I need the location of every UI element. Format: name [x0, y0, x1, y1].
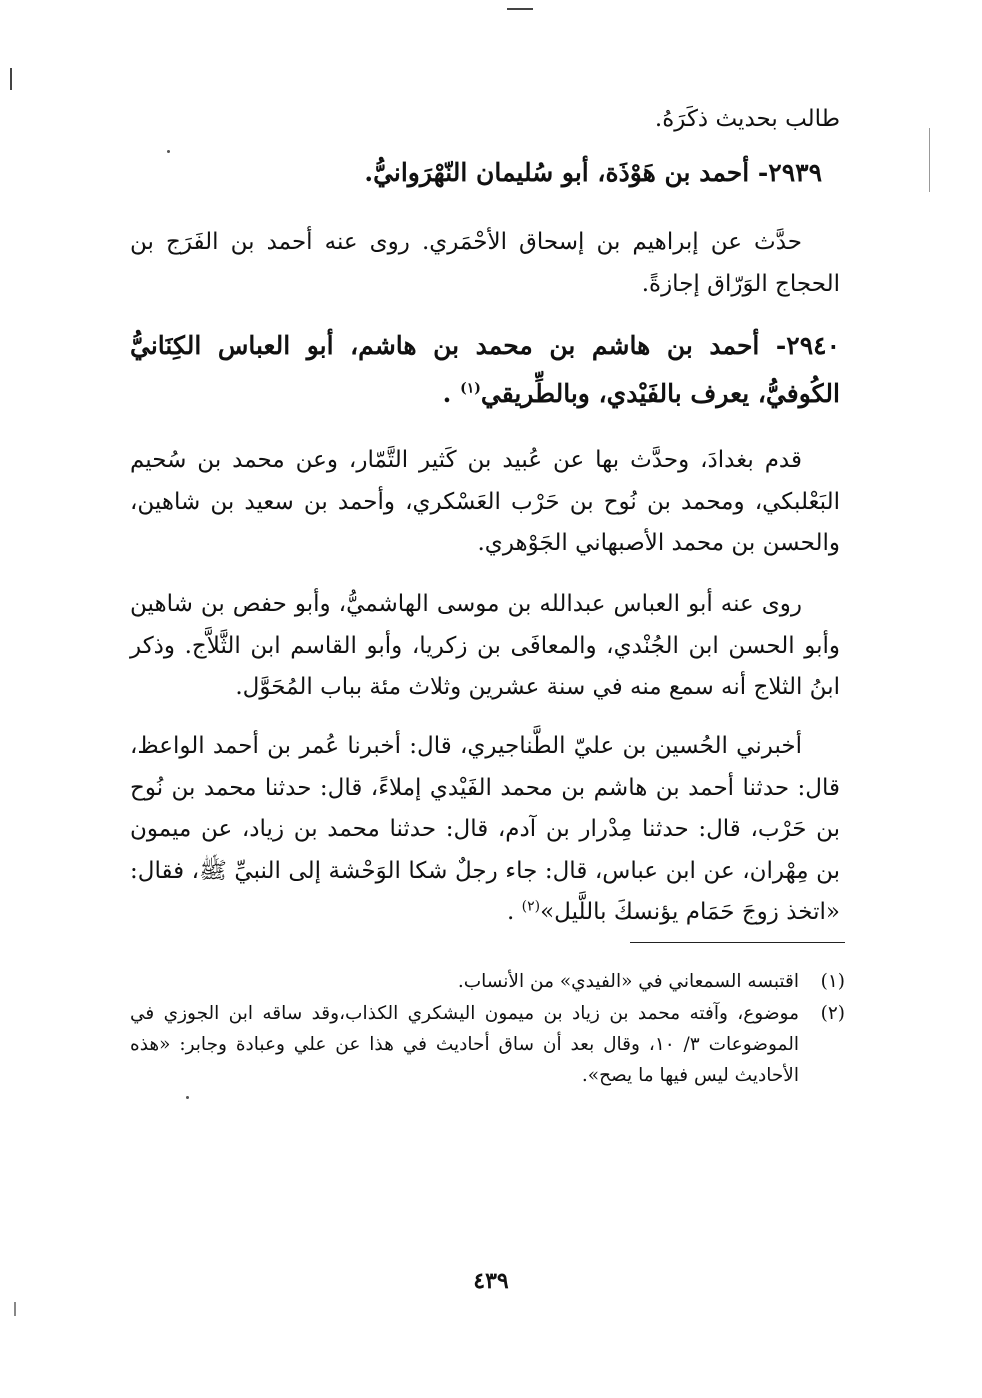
entry-heading-2940-text: ٢٩٤٠- أحمد بن هاشم بن محمد بن هاشم، أبو العباس الكِنَانيُّ الكُوفيُّ، يعرف بالفَيْدي، وبالطِّريقي	[130, 331, 840, 408]
footnote-1-text: اقتبسه السمعاني في «الفيدي» من الأنساب.	[457, 971, 799, 992]
footnote-1-number: (١)	[820, 971, 845, 992]
scan-mark	[14, 1302, 16, 1316]
footnote-2-number: (٢)	[820, 1003, 845, 1024]
entry-paragraph-2940-3	[130, 726, 840, 934]
footnote-2	[130, 998, 845, 1091]
footnote-2-text: موضوع، وآفته محمد بن زياد بن ميمون اليشكري الكذاب،وقد ساقه ابن الجوزي في الموضوعات ٣/ ١٠، وقال بعد أن ساق أحاديث في هذا عن علي وعبادة وجابر: «هذه الأحاديث ليس فيها ما يصح».	[130, 1003, 799, 1086]
entry-paragraph-2939: حدَّث عن إبراهيم بن إسحاق الأحْمَري. روى عنه أحمد بن الفَرَج بن الحجاج الوَرّاق إجازةً.	[130, 229, 840, 297]
entry-paragraph-2940-2: روى عنه أبو العباس عبدالله بن موسى الهاشميُّ، وأبو حفص بن شاهين وأبو الحسن ابن الجُنْدي، والمعافَى بن زكريا، وأبو القاسم ابن الثَّلاَّج. وذكر ابنُ الثلاج أنه سمع منه في سنة عشرين وثلاث مئة بباب المُحَوَّل.	[130, 591, 840, 700]
footnote-ref-1: (١)	[460, 380, 481, 397]
footnote-1	[130, 966, 845, 997]
scan-dot	[167, 150, 170, 153]
entry-heading-2940-end: .	[442, 379, 461, 408]
footnote-ref-2: (٢)	[521, 898, 541, 915]
footnote-separator	[630, 942, 845, 943]
entry-paragraph-2940-1: قدم بغدادَ، وحدَّث بها عن عُبيد بن كَثير التَّمّار، وعن محمد بن سُحيم البَعْلبكي، ومحمد بن نُوح بن حَرْب العَسْكري، وأحمد بن سعيد بن شاهين، والحسن بن محمد الأصبهاني الجَوْهري.	[130, 447, 840, 556]
hadith-text: أخبرني الحُسين بن عليّ الطَّناجيري، قال: أخبرنا عُمر بن أحمد الواعظ، قال: حدثنا أحمد بن هاشم بن محمد الفَيْدي إملاءً، قال: حدثنا محمد بن نُوح بن حَرْب، قال: حدثنا مِدْرار بن آدم، قال: حدثنا محمد بن زياد، عن ميمون بن مِهْران، عن ابن عباس، قال: جاء رجلٌ شكا الوَحْشة إلى النبيِّ ﷺ، فقال: «اتخذ زوجَ حَمَام يؤنسكَ باللَّيل»	[130, 733, 840, 925]
entry-heading-2940	[130, 322, 840, 418]
scan-mark	[929, 128, 930, 192]
scan-mark	[10, 68, 12, 90]
scan-mark	[507, 8, 533, 10]
scan-dot	[186, 1096, 189, 1099]
entry-heading-2939: ٢٩٣٩- أحمد بن هَوْذَة، أبو سُليمان النّهْرَوانيُّ.	[364, 158, 822, 187]
page-number: ٤٣٩	[473, 1268, 509, 1294]
intro-line: طالب بحديث ذكَرَهُ.	[654, 106, 840, 132]
hadith-end: .	[507, 899, 522, 925]
